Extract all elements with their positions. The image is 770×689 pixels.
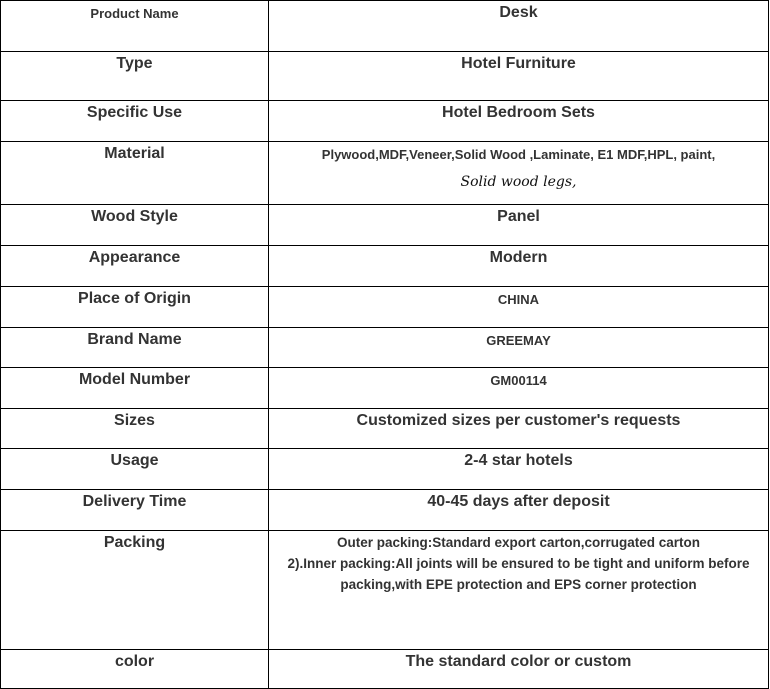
spec-label-sizes: Sizes xyxy=(1,409,269,449)
spec-value-usage: 2-4 star hotels xyxy=(269,449,769,490)
material-list-line: Plywood,MDF,Veneer,Solid Wood ,Laminate, E1 MDF,HPL, paint, xyxy=(321,147,716,162)
spec-label-material: Material xyxy=(1,142,269,205)
spec-value-appearance: Modern xyxy=(269,246,769,287)
spec-label-specific-use: Specific Use xyxy=(1,101,269,142)
spec-label-packing: Packing xyxy=(1,531,269,650)
spec-value-packing xyxy=(269,531,769,650)
spec-label-place-of-origin: Place of Origin xyxy=(1,287,269,328)
spec-value-delivery-time: 40-45 days after deposit xyxy=(269,490,769,531)
spec-value-product-name: Desk xyxy=(269,1,769,52)
spec-value-material xyxy=(269,142,769,205)
table-row xyxy=(1,490,769,531)
spec-value-sizes: Customized sizes per customer's requests xyxy=(269,409,769,449)
packing-inner-line: 2).Inner packing:All joints will be ensured to be tight and uniform before packing,with EPE protection and EPS corner protection xyxy=(287,556,750,592)
spec-value-place-of-origin: CHINA xyxy=(269,287,769,328)
table-row xyxy=(1,142,769,205)
spec-value-model-number: GM00114 xyxy=(269,368,769,409)
spec-label-appearance: Appearance xyxy=(1,246,269,287)
table-row xyxy=(1,650,769,689)
spec-label-brand-name: Brand Name xyxy=(1,328,269,368)
spec-label-wood-style: Wood Style xyxy=(1,205,269,246)
table-row xyxy=(1,328,769,368)
spec-value-color: The standard color or custom xyxy=(269,650,769,689)
table-row xyxy=(1,449,769,490)
spec-label-color: color xyxy=(1,650,269,689)
table-row xyxy=(1,368,769,409)
spec-value-brand-name: GREEMAY xyxy=(269,328,769,368)
table-row xyxy=(1,52,769,101)
spec-label-usage: Usage xyxy=(1,449,269,490)
table-row xyxy=(1,409,769,449)
spec-value-wood-style: Panel xyxy=(269,205,769,246)
spec-value-specific-use: Hotel Bedroom Sets xyxy=(269,101,769,142)
table-row xyxy=(1,1,769,52)
table-row xyxy=(1,531,769,650)
spec-label-type: Type xyxy=(1,52,269,101)
spec-label-product-name: Product Name xyxy=(1,1,269,52)
table-row xyxy=(1,101,769,142)
table-row xyxy=(1,246,769,287)
table-row xyxy=(1,205,769,246)
packing-outer-line: Outer packing:Standard export carton,corrugated carton xyxy=(336,535,701,550)
spec-label-delivery-time: Delivery Time xyxy=(1,490,269,531)
table-row xyxy=(1,287,769,328)
spec-label-model-number: Model Number xyxy=(1,368,269,409)
spec-value-type: Hotel Furniture xyxy=(269,52,769,101)
material-legs-line: Solid wood legs, xyxy=(460,174,577,190)
